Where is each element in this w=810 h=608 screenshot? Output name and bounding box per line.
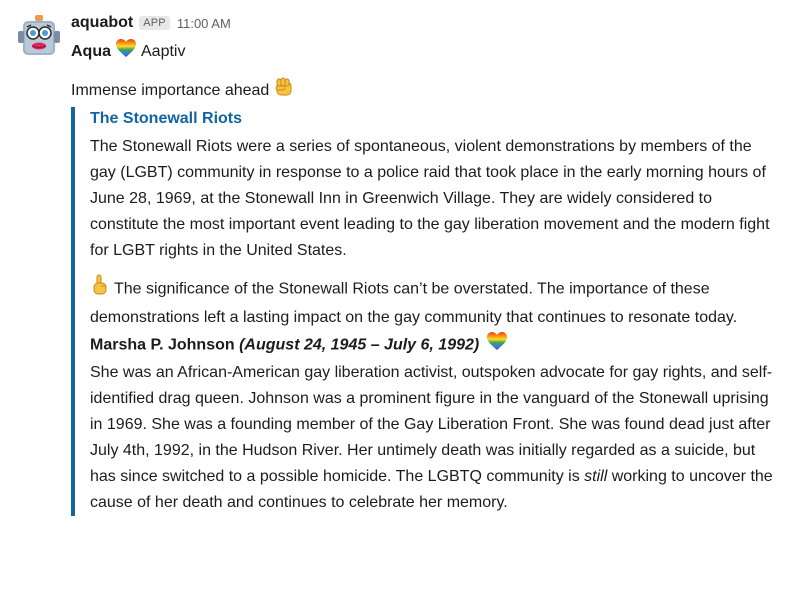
paragraph-3-text-a: She was an African-American gay liberation activist, outspoken advocate for gay rights, and self-identified drag queen. Johnson was a prominent figure in the vanguard of the Stonewall uprising in 1969. She was a founding member of the Gay Liberation Front. She was found dead just after July 4th, 1992, in the Hudson River. Her untimely death was initially regarded as a suicide, but has since switched to a possible homicide. The LGBTQ community is [90,364,773,485]
message-header [71,12,801,34]
point-up-icon [90,274,110,305]
sender-name[interactable]: aquabot [71,14,134,31]
message-line-1 [71,38,801,65]
attachment-paragraph-3 [90,331,780,516]
avatar[interactable] [17,14,61,58]
rainbow-heart-icon [486,331,508,360]
app-badge: APP [139,16,170,30]
raised-fist-icon [273,76,295,105]
rainbow-heart-icon [115,38,137,65]
paragraph-2-text: The significance of the Stonewall Riots can’t be overstated. The importance of these demonstrations left a lasting impact on the gay community that continues to resonate today. [90,280,738,326]
line2-text: Immense importance ahead [71,81,270,99]
attachment-title[interactable]: The Stonewall Riots [90,110,243,127]
line1-rest: Aaptiv [141,42,186,60]
robot-avatar-icon [17,14,61,58]
link-attachment [71,107,780,516]
person-name: Marsha P. Johnson [90,336,235,354]
timestamp[interactable]: 11:00 AM [176,15,231,31]
line1-bold: Aqua [71,42,111,60]
message [71,12,801,511]
paragraph-3-italic: still [584,468,608,485]
attachment-paragraph-1: The Stonewall Riots were a series of spontaneous, violent demonstrations by members of the gay (LGBT) community in response to a police raid that took place in the early morning hours of June 28, 1969, at the Stonewall Inn in Greenwich Village. They are widely considered to constitute the most important event leading to the gay liberation movement and the modern fight for LGBT rights in the United States. [90,138,770,259]
person-dates: (August 24, 1945 – July 6, 1992) [239,336,480,354]
paragraph-3-text-b: working to uncover the cause of her death and continues to celebrate her memory. [90,468,773,511]
attachment-paragraph-2 [90,274,780,331]
message-line-2 [71,76,801,105]
